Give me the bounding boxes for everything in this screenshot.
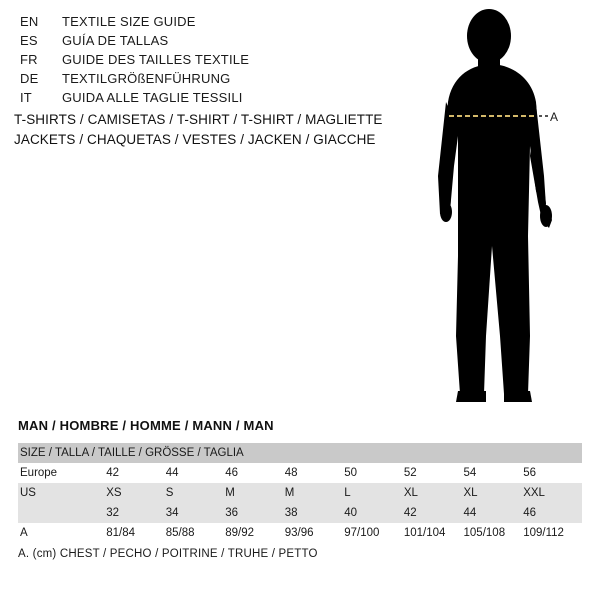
garment-type-list [14,110,394,150]
legend-row [20,90,380,109]
row-label [18,503,105,523]
male-figure-illustration [400,6,600,406]
size-table [18,443,582,543]
legend-text: GUÍA DE TALLAS [62,33,169,48]
legend-text: TEXTILE SIZE GUIDE [62,14,196,29]
garment-line-tshirts: T-SHIRTS / CAMISETAS / T-SHIRT / T-SHIRT / MAGLIETTE [14,112,383,127]
garment-line-jackets: JACKETS / CHAQUETAS / VESTES / JACKEN / GIACCHE [14,132,376,147]
legend-code: DE [20,71,39,86]
legend-text: GUIDE DES TAILLES TEXTILE [62,52,250,67]
cell: 109/112 [523,527,564,539]
cell: 36 [225,507,238,519]
cell: M [284,487,295,499]
legend-code: IT [20,90,32,105]
section-title-man: MAN / HOMBRE / HOMME / MANN / MAN [18,418,274,433]
legend-row [20,14,380,33]
row-label: A [20,527,28,539]
cell: 32 [106,507,119,519]
legend-row [20,52,380,71]
cell: 46 [225,467,238,479]
legend-text: TEXTILGRÖßENFÜHRUNG [62,71,231,86]
body-silhouette-icon [400,6,600,406]
cell: 56 [523,467,537,479]
table-row [18,483,582,503]
cell: 42 [403,507,417,519]
table-row [18,523,582,543]
cell: 44 [463,507,477,519]
cell: L [344,487,351,499]
legend-code: ES [20,33,38,48]
cell: 81/84 [106,527,135,539]
cell: 89/92 [225,527,254,539]
cell: 40 [344,507,357,519]
cell: 105/108 [463,527,506,539]
cell: 42 [106,467,119,479]
cell: M [225,487,235,499]
cell: 38 [284,507,298,519]
measurement-footnote: A. (cm) CHEST / PECHO / POITRINE / TRUHE / PETTO [18,548,318,560]
legend-row [20,33,380,52]
legend-code: EN [20,14,39,29]
cell: 50 [344,467,357,479]
row-label: Europe [20,467,58,479]
cell: XS [106,487,122,499]
table-row [18,503,582,523]
cell: XL [463,487,478,499]
cell: 93/96 [284,527,314,539]
legend-code: FR [20,52,38,67]
table-header-row [18,443,582,463]
cell: XL [403,487,418,499]
cell: 101/104 [403,527,446,539]
legend-row [20,71,380,90]
cell: 46 [523,507,537,519]
cell: 34 [165,507,179,519]
chest-measure-label: A [550,110,559,124]
cell: 52 [403,467,417,479]
cell: S [165,487,174,499]
cell: XXL [523,487,545,499]
table-row [18,463,582,483]
cell: 44 [165,467,179,479]
legend-text: GUIDA ALLE TAGLIE TESSILI [62,90,243,105]
cell: 85/88 [165,527,195,539]
cell: 48 [284,467,298,479]
row-label: US [20,487,36,499]
table-header-label: SIZE / TALLA / TAILLE / GRÖSSE / TAGLIA [20,447,244,459]
cell: 54 [463,467,477,479]
language-legend [20,14,380,109]
cell: 97/100 [344,527,380,539]
